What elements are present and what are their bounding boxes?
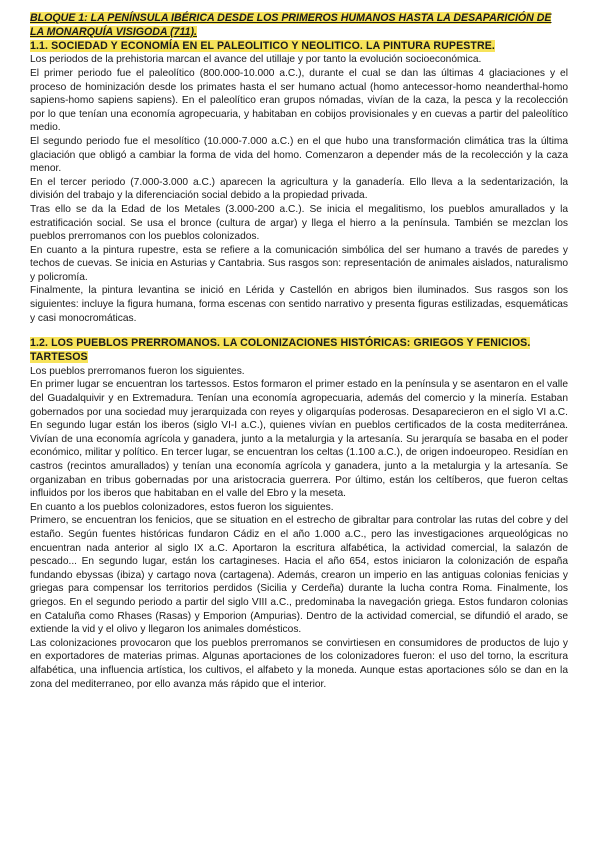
paragraph: En cuanto a los pueblos colonizadores, estos fueron los siguientes.: [30, 501, 334, 513]
paragraph: En cuanto a la pintura rupestre, esta se refiere a la comunicación simbólica del ser humano a través de paredes y techos de cuevas. Se inicia en Asturias y Cantabria. Sus rasgos son: representación de animales aislados, naturalismo y policromía.: [30, 244, 568, 283]
paragraph: En primer lugar se encuentran los tartessos. Estos formaron el primer estado en la península y se asentaron en el valle del Guadalquivir y en Extremadura. Tenían una economía agropecuaria, además del comercio y la minería. Estaban gobernados por una sociedad muy jerarquizada con reyes y oligarquías poderosas. Desaparecieron en el siglo VI a.C. En segundo lugar están los iberos (siglo VI-I a.C.), quienes vivían en pueblos certificados de la costa mediterránea. Vivían de una economía agrícola y ganadera, junto a la metalurgia y la artesanía. Su jerarquía se basaba en el poder económico, militar y político. En tercer lugar, se encuentran los celtas (1.100 a.C.), de origen indoeuropeo. Residían en castros (recintos amurallados) y tenían una economía agrícola y ganadera, junto a la metalurgia y la artesanía. Se organizaban en tribus gobernadas por una aristocracia guerrera. Por último, están los celtíberos, que fueron celtas influidos por los iberos que habitaban en el valle del Ebro y la meseta.: [30, 379, 568, 500]
paragraph: El primer periodo fue el paleolítico (800.000-10.000 a.C.), durante el cual se dan las últimas 4 glaciaciones y el proceso de hominización desde los primates hasta el ser humano actual (homo antecessor-homo neanderthal-homo sapiens-homo sapiens sapiens). En el paleolítico eran grupos nómadas, vivían de la caza, la pesca y la recolección por lo que tenían una economía agropecuaria, y habitaban en cobijos provisionales y en cuevas a partir del paleolítico medio.: [30, 67, 568, 134]
document-title: [30, 12, 568, 40]
paragraph: Las colonizaciones provocaron que los pueblos prerromanos se convirtiesen en consumidores de productos de lujo y en exportadores de materias primas. Algunas aportaciones de los colonizadores fueron: el uso del torno, la escritura alfabética, una influencia artística, los cultivos, el alfabeto y la moneda. Aunque estas aportaciones sólo se dan en la zona del mediterraneo, por ello avanza más rápido que el interior.: [30, 637, 568, 690]
section-heading-1-text: 1.1. SOCIEDAD Y ECONOMÍA EN EL PALEOLITICO Y NEOLITICO. LA PINTURA RUPESTRE.: [30, 39, 495, 52]
section-heading-2-text: 1.2. LOS PUEBLOS PRERROMANOS. LA COLONIZACIONES HISTÓRICAS: GRIEGOS Y FENICIOS. TARTESOS: [30, 337, 531, 364]
document-title-text: BLOQUE 1: LA PENÍNSULA IBÉRICA DESDE LOS PRIMEROS HUMANOS HASTA LA DESAPARICIÓN DE LA MONARQUÍA VISIGODA (711).: [30, 12, 552, 38]
section-heading-1: [30, 40, 568, 54]
paragraph: En el tercer periodo (7.000-3.000 a.C.) aparecen la agricultura y la ganadería. Ello lleva a la sedentarización, la división del trabajo y la diferenciación social debido a la propiedad privada.: [30, 176, 568, 202]
section-heading-2: [30, 337, 568, 365]
paragraph: Finalmente, la pintura levantina se inició en Lérida y Castellón en abrigos bien iluminados. Sus rasgos son los siguientes: incluye la figura humana, forma escenas con sentido narrativo y presenta figuras estilizadas, esquemáticas y casi monocromáticas.: [30, 285, 568, 324]
paragraph: Tras ello se da la Edad de los Metales (3.000-200 a.C.). Se inicia el megalitismo, los pueblos amurallados y la estratificación social. Se usa el bronce (cultura de argar) y llega el hierro a la península. También se mezclan los pueblos prerromanos con los pueblos colonizados.: [30, 203, 568, 243]
paragraph: Los pueblos prerromanos fueron los siguientes.: [30, 365, 245, 377]
document-page: [30, 12, 568, 691]
paragraph: Los periodos de la prehistoria marcan el avance del utillaje y por tanto la evolución socioeconómica.: [30, 54, 482, 66]
paragraph: Primero, se encuentran los fenicios, que se situation en el estrecho de gibraltar para controlar las rutas del cobre y del estaño. Según fuentes históricas fundaron Cádiz en el año 1.000 a.C., pero las investigaciones arqueológicas no encuentran nada anterior al siglo IX a.C. Aportaron la escritura alfabética, la actividad comercial, la salazón de pescado... En segundo lugar, están los cartagineses. Hacia el año 654, estos iniciaron la colonización de españa fundando ebyssas (ibiza) y cartago nova (cartagena). Además, crearon un imperio en las antiguas colonias fenicias y griegas para compensar los territorios perdidos (Sicilia y Cerdeña) durante la lucha contra Roma. Finalmente, los griegos. En el segundo periodo a partir del siglo VIII a.C., predominaba la navegación griega. Estos fundaron colonias en Cataluña como Rhases (Rasas) y Emporion (Ampurias). Dentro de la actividad comercial, se difundió el arado, se extiende la vid y el olivo y llegaron los animales domésticos.: [30, 515, 568, 636]
paragraph: El segundo periodo fue el mesolítico (10.000-7.000 a.C.) en el que hubo una transformación climática tras la última glaciación que obligó a cambiar la forma de vida del homo. Comenzaron a depender más de la recolección y la caza menor.: [30, 135, 568, 175]
